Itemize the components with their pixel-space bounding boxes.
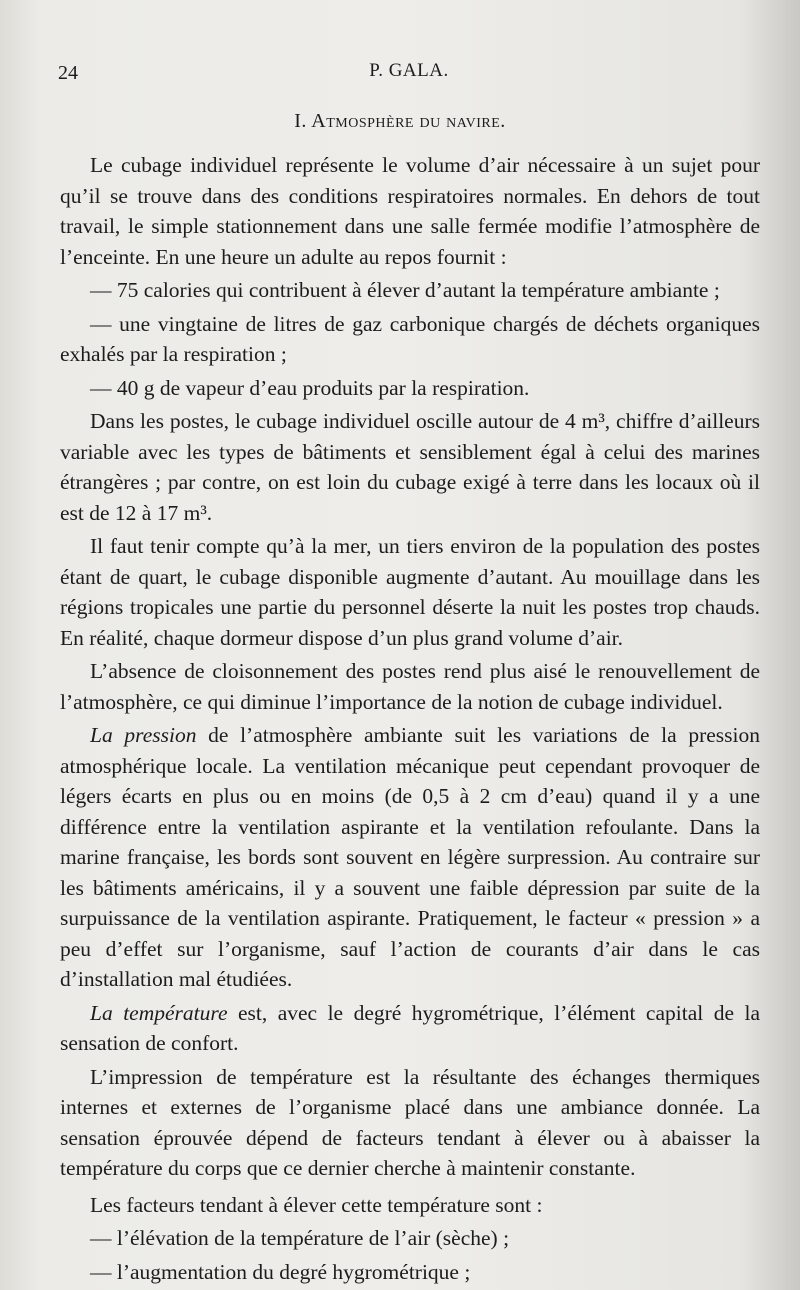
- list-item-air-temperature: — l’élévation de la température de l’air (sèche) ;: [90, 1226, 510, 1250]
- page-header: [58, 58, 760, 88]
- paragraph-pression: [60, 720, 760, 995]
- page-number: 24: [58, 62, 78, 84]
- term-temperature: La température: [90, 1000, 228, 1025]
- body-text: [60, 150, 760, 1290]
- paragraph-impression: L’impression de température est la résultante des échanges thermiques internes et externes de l’organisme placé dans une ambiance donnée. La sensation éprouvée dépend de facteurs tendant à élever ou à abaisser la température du corps que ce dernier cherche à maintenir constante.: [60, 1064, 760, 1180]
- paragraph-temperature: [60, 998, 760, 1059]
- paragraph-quart: Il faut tenir compte qu’à la mer, un tiers environ de la population des postes étant de quart, le cubage disponible augmente d’autant. Au mouillage dans les régions tropicales une partie du personnel déserte la nuit les postes trop chauds. En réalité, chaque dormeur dispose d’un plus grand volume d’air.: [60, 534, 760, 650]
- paragraph-pression-text: de l’atmosphère ambiante suit les variations de la pression atmosphérique locale. La ventilation mécanique peut cependant provoquer de légers écarts en plus ou en moins (de 0,5 à 2 cm d’eau) quand il y a une différence entre la ventilation aspirante et la ventilation refoulante. Dans la marine française, les bords sont souvent en légère surpression. Au contraire sur les bâtiments américains, il y a souvent une faible dépression par suite de la surpuissance de la ventilation aspirante. Pratiquement, le facteur « pression » a peu d’effet sur l’organisme, sauf l’action de courants d’air dans le cas d’installation mal étudiées.: [60, 723, 760, 991]
- term-pression: La pression: [90, 723, 197, 747]
- list-item-water-vapor: — 40 g de vapeur d’eau produits par la respiration.: [90, 375, 530, 400]
- paragraph-postes: Dans les postes, le cubage individuel oscille autour de 4 m³, chiffre d’ailleurs variable avec les types de bâtiments et sensiblement égal à celui des marines étrangères ; par contre, on est loin du cubage exigé à terre dans les locaux où il est de 12 à 17 m³.: [60, 409, 760, 525]
- paragraph-cloisonnement: L’absence de cloisonnement des postes rend plus aisé le renouvellement de l’atmosphère, ce qui diminue l’importance de la notion de cubage individuel.: [60, 659, 760, 714]
- list-item-hygrometry: — l’augmentation du degré hygrométrique ;: [90, 1259, 471, 1284]
- section-title: I. Atmosphère du navire.: [294, 110, 506, 132]
- paragraph-facteurs: Les facteurs tendant à élever cette température sont :: [90, 1192, 543, 1217]
- paragraph-temperature-text: est, avec le degré hygrométrique, l’élément capital de la sensation de confort.: [60, 1000, 760, 1055]
- running-head: P. GALA.: [369, 60, 449, 81]
- list-item-calories: — 75 calories qui contribuent à élever d’autant la température ambiante ;: [90, 278, 720, 302]
- paragraph-cubage: Le cubage individuel représente le volume d’air nécessaire à un sujet pour qu’il se trouve dans des conditions respiratoires normales. En dehors de tout travail, le simple stationnement dans une salle fermée modifie l’atmosphère de l’enceinte. En une heure un adulte au repos fournit :: [60, 153, 760, 269]
- list-item-carbon-dioxide: — une vingtaine de litres de gaz carbonique chargés de déchets organiques exhalés par la respiration ;: [60, 311, 760, 366]
